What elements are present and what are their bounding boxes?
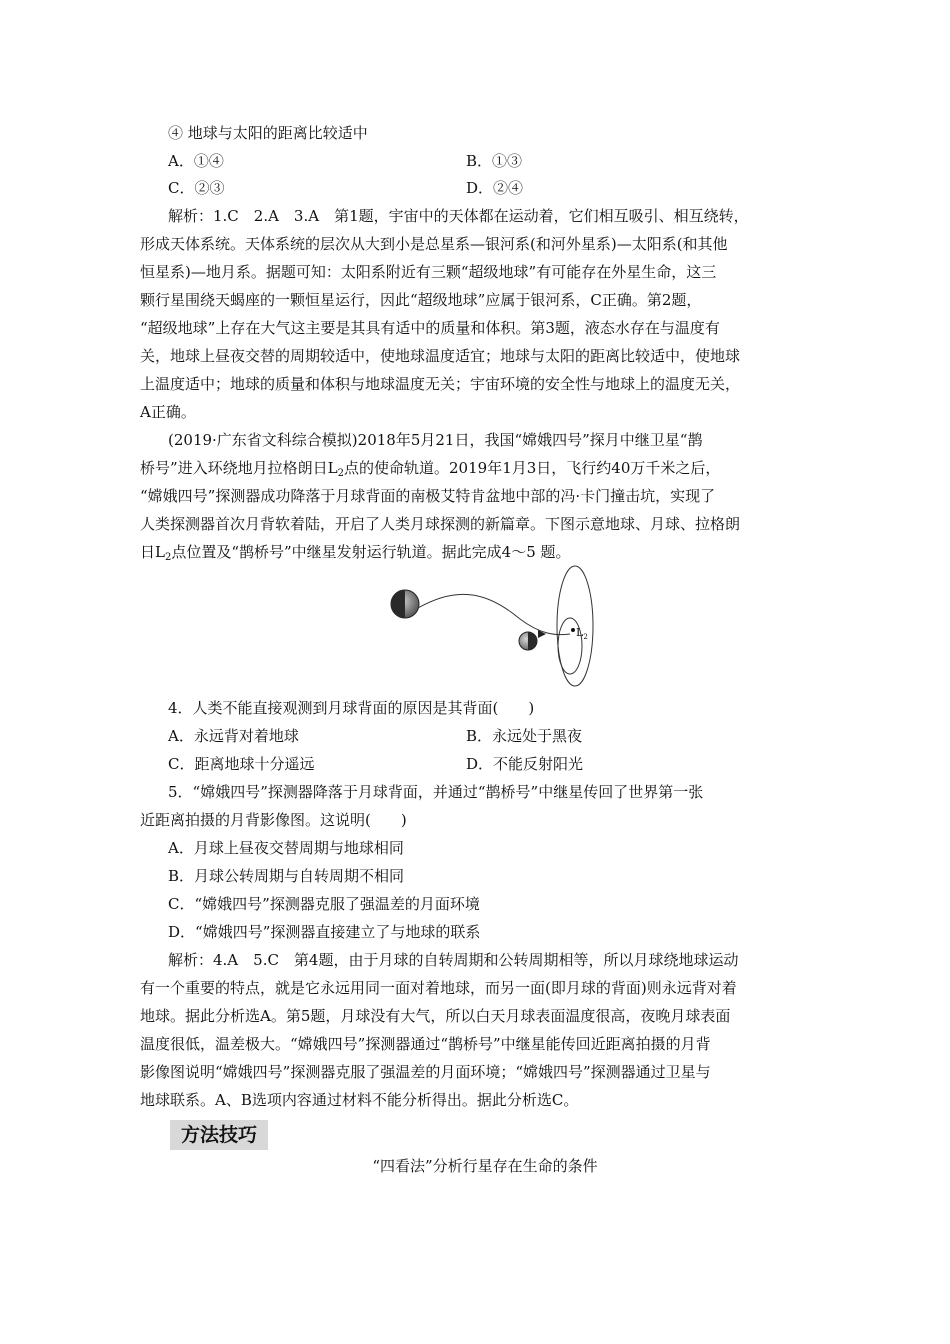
q4-stem: 4．人类不能直接观测到月球背面的原因是其背面( ) [168,699,535,717]
analysis-1-line: 形成天体系统。天体系统的层次从大到小是总星系—银河系(和河外星系)—太阳系(和其他 [140,235,728,253]
q3-choice-c: C．②③ [168,179,225,197]
analysis-2-line: 地球。据此分析选A。第5题，月球没有大气，所以白天月球表面温度很高，夜晚月球表面 [140,1007,731,1025]
q3-choice-d: D．②④ [466,179,524,197]
subscript: 2 [164,552,172,563]
analysis-1-line: 上温度适中；地球的质量和体积与地球温度无关；宇宙环境的安全性与地球上的温度无关， [140,375,741,393]
q4-choice-a: A．永远背对着地球 [168,727,299,745]
q5-choice-c: C．“嫦娥四号”探测器克服了强温差的月面环境 [168,895,480,913]
analysis-1-line: 颗行星围绕天蝎座的一颗恒星运行，因此“超级地球”应属于银河系，C正确。第2题， [140,291,702,309]
analysis-1-line: 解析：1.C 2.A 3.A 第1题，宇宙中的天体都在运动着，它们相互吸引、相互绕转， [168,207,749,225]
q5-stem-line-2: 近距离拍摄的月背影像图。这说明( ) [140,811,407,829]
q5-stem-line-1: 5．“嫦娥四号”探测器降落于月球背面，并通过“鹊桥号”中继星传回了世界第一张 [168,783,704,801]
moon-icon [519,632,537,650]
q4-choice-b: B．永远处于黑夜 [466,727,583,745]
material-line: 人类探测器首次月背软着陆，开启了人类月球探测的新篇章。下图示意地球、月球、拉格朗 [140,515,741,533]
subscript: 2 [337,468,345,479]
q5-choice-b: B．月球公转周期与自转周期不相同 [168,867,405,885]
material-line [140,454,830,485]
material-line: “嫦娥四号”探测器成功降落于月球背面的南极艾特肯盆地中部的冯·卡门撞击坑，实现了 [140,487,716,505]
q3-choice-a: A．①④ [168,152,224,170]
orbit-figure [370,564,610,694]
q4-choice-c: C．距离地球十分遥远 [168,755,315,773]
analysis-1-line: 关，地球上昼夜交替的周期较适中，使地球温度适宜；地球与太阳的距离比较适中，使地球 [140,347,741,365]
method-tips-label: 方法技巧 [170,1120,268,1150]
analysis-2-line: 地球联系。A、B选项内容通过材料不能分析得出。据此分析选C。 [140,1091,579,1109]
analysis-2-line: 有一个重要的特点，就是它永远用同一面对着地球，而另一面(即月球的背面)则永远背对着 [140,979,737,997]
analysis-1-line: 恒星系)—地月系。据题可知：太阳系附近有三颗“超级地球”有可能存在外星生命，这三 [140,263,717,281]
l2-point-marker [571,628,575,632]
material-text: 点的使命轨道。2019年1月3日，飞行约40万千米之后， [344,459,721,477]
l2-label [576,626,588,641]
q5-choice-d: D．“嫦娥四号”探测器直接建立了与地球的联系 [168,923,481,941]
q4-choice-d: D．不能反射阳光 [466,755,584,773]
q3-option-4: ④ 地球与太阳的距离比较适中 [168,124,368,142]
analysis-1-line: “超级地球”上存在大气这主要是其具有适中的质量和体积。第3题，液态水存在与温度有 [140,319,720,337]
analysis-1-line: A正确。 [140,403,196,421]
material-line: (2019·广东省文科综合模拟)2018年5月21日，我国“嫦娥四号”探月中继卫星“鹊 [168,431,703,449]
l2-label-sub: 2 [583,633,588,641]
method-title: “四看法”分析行星存在生命的条件 [372,1157,598,1175]
material-text: 日L [140,543,165,561]
analysis-2-line: 解析：4.A 5.C 第4题，由于月球的自转周期和公转周期相等，所以月球绕地球运动 [168,951,739,969]
q3-choice-b: B．①③ [466,152,523,170]
l2-label-main: L [576,626,584,639]
q5-choice-a: A．月球上昼夜交替周期与地球相同 [168,839,404,857]
material-text: 桥号”进入环绕地月拉格朗日L [140,459,338,477]
material-text: 点位置及“鹊桥号”中继星发射运行轨道。据此完成4～5 题。 [171,543,571,561]
analysis-2-line: 影像图说明“嫦娥四号”探测器克服了强温差的月面环境；“嫦娥四号”探测器通过卫星与 [140,1063,711,1081]
earth-icon [391,590,419,618]
analysis-2-line: 温度很低，温差极大。“嫦娥四号”探测器通过“鹊桥号”中继星能传回近距离拍摄的月背 [140,1035,711,1053]
transfer-orbit-path [418,594,570,634]
